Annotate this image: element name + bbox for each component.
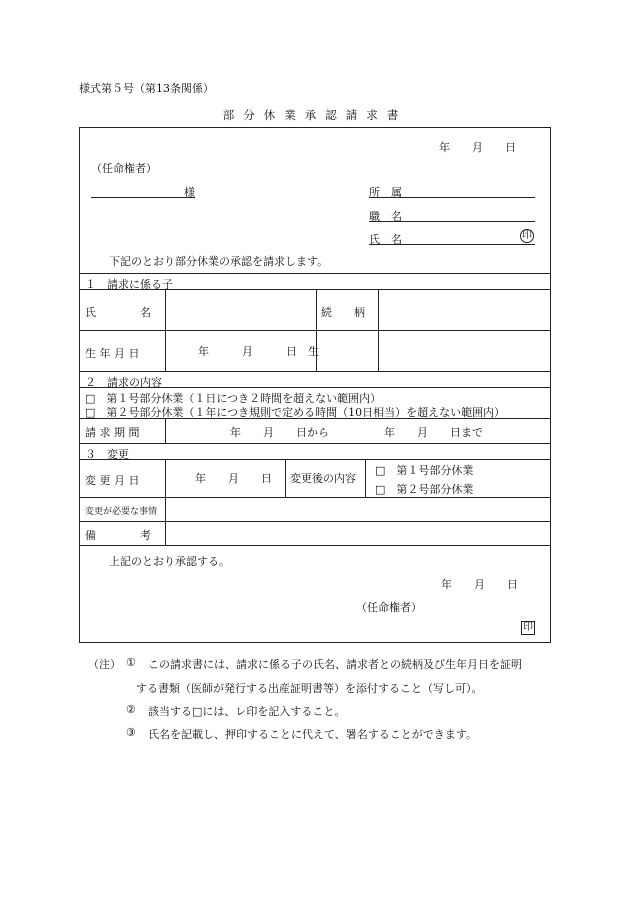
- rule: [365, 459, 366, 497]
- change-date-label: 変 更 月 日: [85, 474, 140, 487]
- addressee-line[interactable]: [91, 197, 195, 198]
- rule: [79, 497, 551, 498]
- applicant-seal: 印: [522, 230, 532, 241]
- rule: [79, 521, 551, 522]
- rule: [79, 443, 551, 444]
- note2-mark: ②: [126, 703, 136, 716]
- section1-heading: １ 請求に係る子: [85, 278, 173, 291]
- position-field[interactable]: [369, 221, 535, 222]
- sama-label: 様: [184, 186, 195, 199]
- section2-heading: ２ 請求の内容: [85, 376, 162, 389]
- approval-appointer: （任命権者）: [356, 601, 422, 614]
- rule: [165, 418, 166, 443]
- after-option-type2[interactable]: □ 第２号部分休業: [375, 483, 474, 496]
- reason-label: 変更が必要な事情: [85, 507, 158, 517]
- affiliation-label: 所 属: [369, 186, 402, 199]
- rule: [378, 289, 379, 371]
- period-from: 年 月 日から: [230, 426, 329, 439]
- remarks-field[interactable]: [167, 523, 550, 544]
- change-date-value: 年 月 日: [195, 472, 272, 485]
- child-name-field[interactable]: [167, 291, 315, 329]
- birth-value: 年 月 日 生: [198, 345, 319, 358]
- request-text: 下記のとおり部分休業の承認を請求します。: [109, 255, 329, 268]
- rule: [79, 273, 551, 274]
- remarks-label: 備 考: [85, 529, 151, 542]
- name-field[interactable]: [369, 244, 535, 245]
- rule: [79, 459, 551, 460]
- approval-text: 上記のとおり承認する。: [109, 555, 230, 568]
- period-label: 請 求 期 間: [85, 426, 140, 439]
- section3-heading: ３ 変更: [85, 448, 129, 461]
- note1-mark: ①: [126, 656, 136, 669]
- form-reference: 様式第５号（第13条関係）: [79, 82, 214, 95]
- approval-date: 年 月 日: [441, 578, 518, 591]
- note3-mark: ③: [126, 726, 136, 739]
- notes-label: （注）: [88, 658, 121, 671]
- birth-label: 生 年 月 日: [85, 347, 140, 360]
- rule: [79, 545, 551, 546]
- child-name-label: 氏 名: [85, 306, 151, 319]
- relation-field[interactable]: [380, 291, 550, 329]
- appointer-label: （任命権者）: [91, 162, 157, 175]
- approval-seal: 印: [523, 622, 533, 633]
- note1-line2: する書類（医師が発行する出産証明書等）を添付すること（写し可）。: [136, 682, 483, 695]
- period-to: 年 月 日まで: [384, 426, 483, 439]
- position-label: 職 名: [369, 210, 402, 223]
- rule: [79, 371, 551, 372]
- note3-text: 氏名を記載し、押印することに代えて、署名することができます。: [148, 728, 477, 741]
- after-content-label: 変更後の内容: [290, 472, 356, 485]
- rule: [79, 330, 551, 331]
- reason-field[interactable]: [167, 499, 550, 520]
- note1-line1: この請求書には、請求に係る子の氏名、請求者との続柄及び生年月日を証明: [148, 658, 522, 671]
- affiliation-field[interactable]: [369, 197, 535, 198]
- rule: [165, 459, 166, 545]
- document-title: 部分休業承認請求書: [222, 108, 408, 122]
- note2-text: 該当する□には、レ印を記入すること。: [148, 705, 346, 718]
- request-date: 年 月 日: [439, 141, 516, 154]
- after-option-type1[interactable]: □ 第１号部分休業: [375, 464, 474, 477]
- option-type2[interactable]: □ 第２号部分休業（１年につき規則で定める時間（10日相当）を超えない範囲内）: [85, 406, 506, 419]
- rule: [285, 459, 286, 497]
- name-label: 氏 名: [369, 233, 402, 246]
- option-type1[interactable]: □ 第１号部分休業（１日につき２時間を超えない範囲内）: [85, 392, 382, 405]
- rule: [165, 289, 166, 371]
- relation-label: 続 柄: [321, 306, 365, 319]
